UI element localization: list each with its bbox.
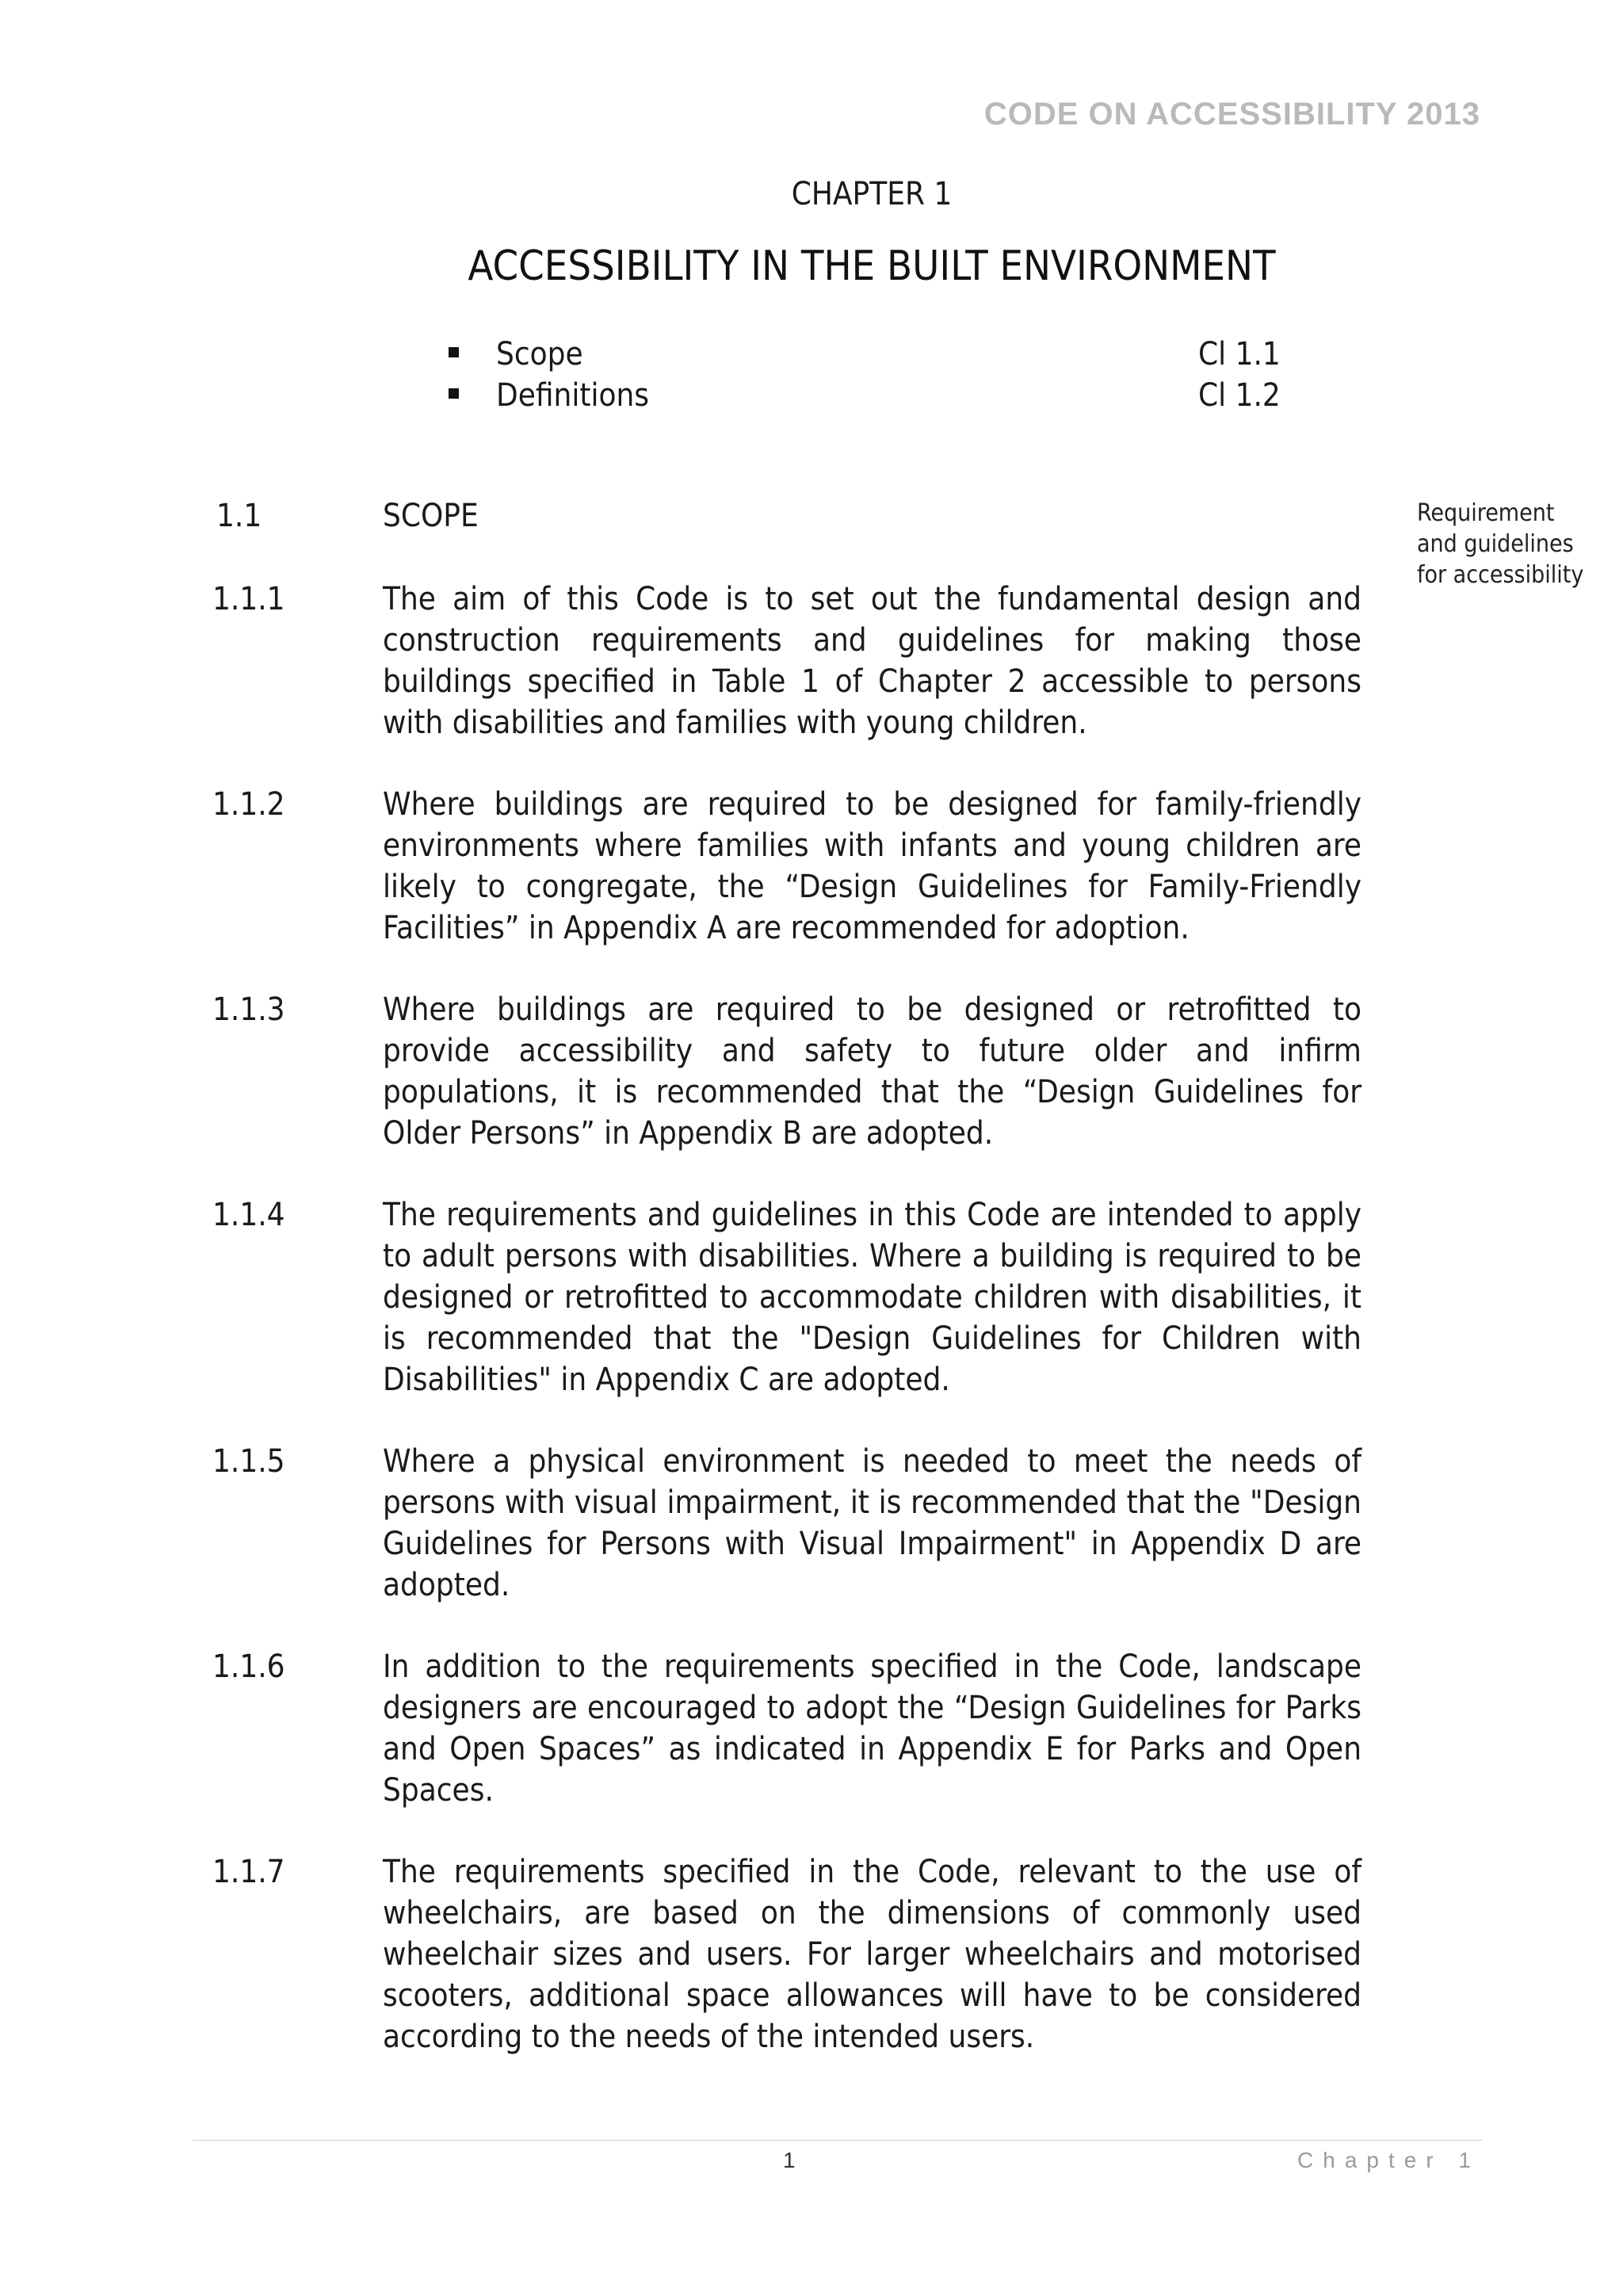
clause-text: The requirements and guidelines in this Code are intended to apply to adult persons with disabilities. Where a building is required to be designed or retrofitted to accommodate children with disabilities, it is recommended that the "Design Guidelines for Children with Disabilities" in Appendix C are adopted. [383, 1197, 1361, 1398]
toc-item-ref: Cl 1.1 [1198, 336, 1281, 372]
clause-list [0, 579, 1623, 2098]
footer-divider [193, 2140, 1483, 2141]
clause-text: The aim of this Code is to set out the fundamental design and construction requirements and guidelines for making those buildings specified in Table 1 of Chapter 2 accessible to persons with disabilities and families with young children. [383, 581, 1361, 741]
clause [0, 1851, 1623, 2057]
clause-text: The requirements specified in the Code, relevant to the use of wheelchairs, are based on the dimensions of commonly used wheelchair sizes and users. For larger wheelchairs and motorised scooters, additional space allowances will have to be considered according to the needs of the intended users. [383, 1854, 1361, 2055]
page-number: 1 [783, 2148, 796, 2172]
chapter-title: ACCESSIBILITY IN THE BUILT ENVIRONMENT [468, 243, 1276, 290]
chapter-contents [449, 336, 1281, 418]
clause-text: Where buildings are required to be designed for family-friendly environments where families with infants and young children are likely to congregate, the “Design Guidelines for Family-Friendly Facilities” in Appendix A are recommended for adoption. [383, 786, 1361, 946]
clause-number: 1.1.5 [212, 1443, 285, 1480]
toc-item-label: Definitions [496, 377, 650, 414]
clause-number: 1.1.3 [212, 991, 285, 1028]
toc-item-ref: Cl 1.2 [1198, 377, 1281, 414]
toc-item [449, 377, 1281, 418]
clause-number: 1.1.4 [212, 1197, 285, 1233]
clause-number: 1.1.7 [212, 1854, 285, 1890]
footer-chapter-label: Chapter 1 [1297, 2148, 1480, 2172]
bullet-icon [449, 388, 459, 399]
clause-text: Where buildings are required to be designed or retrofitted to provide accessibility and safety to future older and infirm populations, it is recommended that the “Design Guidelines for Older Persons” in Appendix B are adopted. [383, 991, 1361, 1152]
margin-note: Requirement and guidelines for accessibility [1417, 499, 1584, 589]
clause [0, 1194, 1623, 1400]
section-title: SCOPE [383, 498, 479, 534]
running-header: CODE ON ACCESSIBILITY 2013 [983, 97, 1480, 132]
chapter-label: CHAPTER 1 [791, 176, 953, 212]
clause [0, 1441, 1623, 1606]
clause-number: 1.1.1 [212, 581, 285, 617]
clause [0, 989, 1623, 1154]
clause-number: 1.1.2 [212, 786, 285, 823]
clause-number: 1.1.6 [212, 1648, 285, 1685]
toc-item [449, 336, 1281, 377]
clause [0, 1646, 1623, 1811]
clause-text: In addition to the requirements specified in the Code, landscape designers are encouraged to adopt the “Design Guidelines for Parks and Open Spaces” as indicated in Appendix E for Parks and Open Spaces. [383, 1648, 1361, 1809]
clause [0, 784, 1623, 949]
toc-item-label: Scope [496, 336, 583, 372]
bullet-icon [449, 347, 459, 357]
clause [0, 579, 1623, 743]
section-number: 1.1 [216, 498, 262, 534]
clause-text: Where a physical environment is needed to meet the needs of persons with visual impairment, it is recommended that the "Design Guidelines for Persons with Visual Impairment" in Appendix D are adopted. [383, 1443, 1361, 1603]
